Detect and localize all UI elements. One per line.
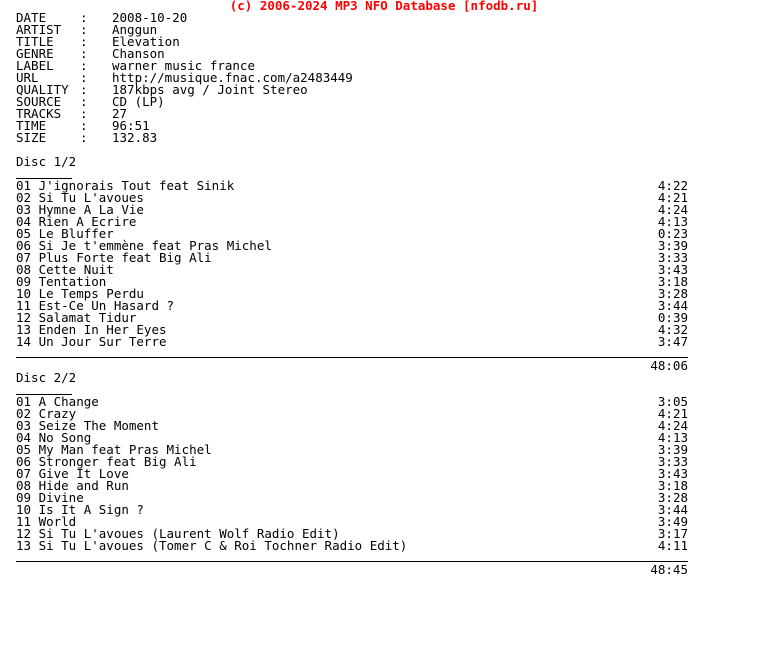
track-time: 4:21	[657, 190, 688, 205]
info-sep: :	[80, 10, 88, 25]
info-value-artist: Anggun	[112, 22, 158, 37]
info-sep: :	[80, 70, 88, 85]
total-divider	[16, 357, 688, 358]
track-time: 0:23	[657, 226, 688, 241]
track-title: 09 Divine	[16, 490, 84, 505]
info-key-tracks: TRACKS	[16, 106, 62, 121]
track-title: 02 Si Tu L'avoues	[16, 190, 144, 205]
info-key-url: URL	[16, 70, 39, 85]
copyright-credit: (c) 2006-2024 MP3 NFO Database [nfodb.ru]	[229, 0, 539, 13]
track-time: 3:18	[657, 274, 688, 289]
track-title: 07 Plus Forte feat Big Ali	[16, 250, 212, 265]
info-key-time: TIME	[16, 118, 47, 133]
info-key-title: TITLE	[16, 34, 54, 49]
info-key-quality: QUALITY	[16, 82, 69, 97]
info-key-size: SIZE	[16, 130, 47, 145]
track-time: 3:17	[657, 526, 688, 541]
track-time: 3:28	[657, 490, 688, 505]
info-sep: :	[80, 130, 88, 145]
track-time: 3:05	[657, 394, 688, 409]
track-time: 3:44	[657, 502, 688, 517]
info-sep: :	[80, 22, 88, 37]
track-title: 06 Stronger feat Big Ali	[16, 454, 197, 469]
track-time: 3:28	[657, 286, 688, 301]
info-sep: :	[80, 94, 88, 109]
track-time: 3:39	[657, 238, 688, 253]
info-value-tracks: 27	[112, 106, 128, 121]
track-time: 3:43	[657, 466, 688, 481]
info-sep: :	[80, 58, 88, 73]
track-title: 13 Si Tu L'avoues (Tomer C & Roi Tochner Radio Edit)	[16, 538, 408, 553]
track-title: 08 Cette Nuit	[16, 262, 114, 277]
info-value-date: 2008-10-20	[112, 10, 188, 25]
disc-heading: Disc 2/2	[16, 370, 77, 385]
track-title: 05 My Man feat Pras Michel	[16, 442, 212, 457]
track-time: 4:24	[657, 418, 688, 433]
track-title: 12 Si Tu L'avoues (Laurent Wolf Radio Edit)	[16, 526, 340, 541]
info-value-url: http://musique.fnac.com/a2483449	[112, 70, 353, 85]
track-title: 04 Rien A Ecrire	[16, 214, 137, 229]
info-value-label: warner music france	[112, 58, 255, 73]
track-title: 01 A Change	[16, 394, 99, 409]
track-time: 4:24	[657, 202, 688, 217]
info-value-source: CD (LP)	[112, 94, 165, 109]
track-time: 4:21	[657, 406, 688, 421]
disc-total-time: 48:06	[650, 358, 688, 373]
track-title: 11 Est-Ce Un Hasard ?	[16, 298, 175, 313]
track-title: 03 Seize The Moment	[16, 418, 159, 433]
track-title: 01 J'ignorais Tout feat Sinik	[16, 178, 235, 193]
info-sep: :	[80, 106, 88, 121]
track-title: 06 Si Je t'emmène feat Pras Michel	[16, 238, 272, 253]
info-sep: :	[80, 82, 88, 97]
track-title: 02 Crazy	[16, 406, 77, 421]
track-time: 3:43	[657, 262, 688, 277]
info-sep: :	[80, 46, 88, 61]
track-title: 13 Enden In Her Eyes	[16, 322, 167, 337]
track-title: 07 Give It Love	[16, 466, 129, 481]
track-title: 10 Le Temps Perdu	[16, 286, 144, 301]
track-time: 4:13	[657, 430, 688, 445]
info-key-label: LABEL	[16, 58, 54, 73]
info-key-date: DATE	[16, 10, 47, 25]
track-time: 3:39	[657, 442, 688, 457]
disc-total-time: 48:45	[650, 562, 688, 577]
track-title: 11 World	[16, 514, 77, 529]
track-title: 12 Salamat Tidur	[16, 310, 137, 325]
track-time: 3:33	[657, 454, 688, 469]
info-key-source: SOURCE	[16, 94, 62, 109]
info-key-artist: ARTIST	[16, 22, 62, 37]
info-value-title: Elevation	[112, 34, 180, 49]
disc-heading: Disc 1/2	[16, 154, 77, 169]
info-value-time: 96:51	[112, 118, 150, 133]
track-title: 10 Is It A Sign ?	[16, 502, 144, 517]
track-time: 3:44	[657, 298, 688, 313]
track-time: 3:49	[657, 514, 688, 529]
total-divider	[16, 561, 688, 562]
track-time: 4:13	[657, 214, 688, 229]
track-time: 3:47	[657, 334, 688, 349]
info-value-quality: 187kbps avg / Joint Stereo	[112, 82, 308, 97]
info-sep: :	[80, 34, 88, 49]
track-time: 0:39	[657, 310, 688, 325]
info-sep: :	[80, 118, 88, 133]
track-title: 09 Tentation	[16, 274, 107, 289]
info-value-size: 132.83	[112, 130, 158, 145]
info-key-genre: GENRE	[16, 46, 54, 61]
track-title: 05 Le Bluffer	[16, 226, 114, 241]
track-time: 4:11	[657, 538, 688, 553]
track-title: 04 No Song	[16, 430, 92, 445]
info-value-genre: Chanson	[112, 46, 165, 61]
track-title: 14 Un Jour Sur Terre	[16, 334, 167, 349]
track-title: 08 Hide and Run	[16, 478, 129, 493]
track-title: 03 Hymne A La Vie	[16, 202, 144, 217]
track-time: 4:32	[657, 322, 688, 337]
track-time: 3:33	[657, 250, 688, 265]
track-time: 3:18	[657, 478, 688, 493]
track-time: 4:22	[657, 178, 688, 193]
